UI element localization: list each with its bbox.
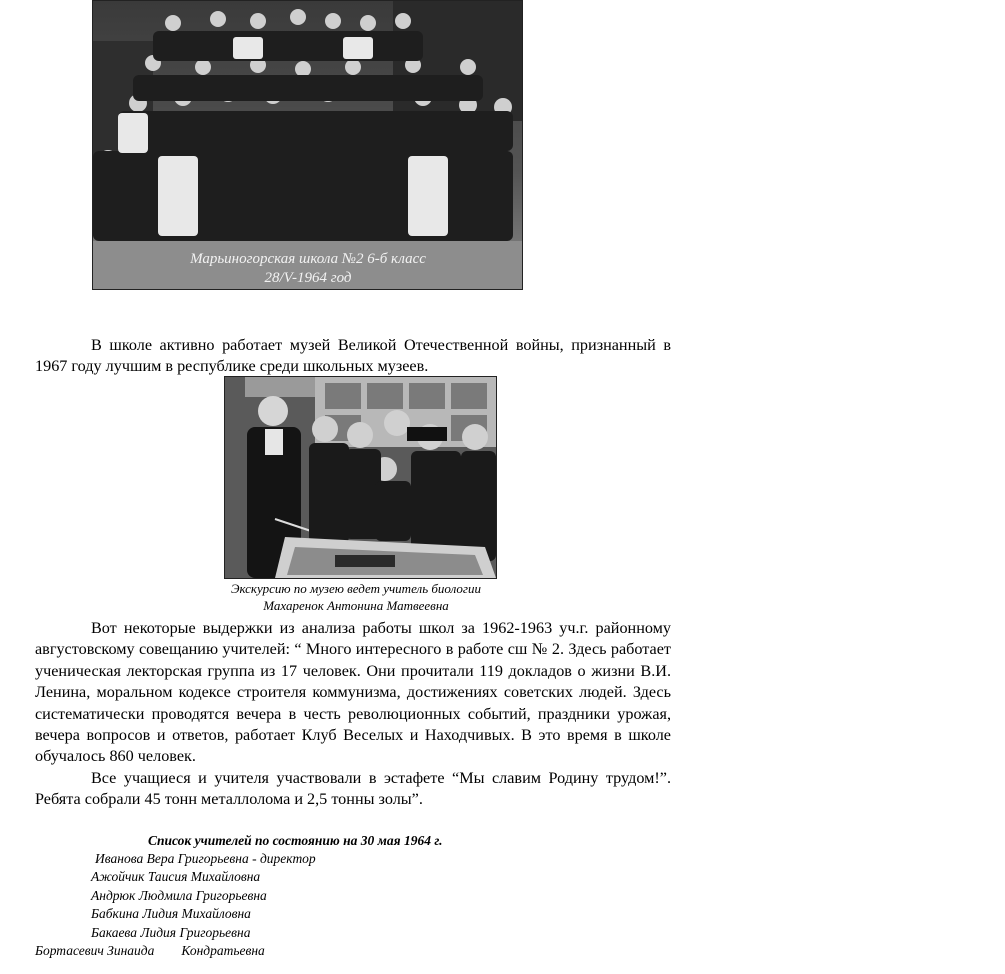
class-photo-inscription-line1: Марьиногорская школа №2 6-б класс: [190, 251, 426, 267]
teacher-list-item: Бабкина Лидия Михайловна: [91, 906, 251, 921]
museum-excursion-photo: [224, 376, 497, 579]
class-photo-image: [93, 1, 522, 289]
teacher-list-item: Иванова Вера Григорьевна - директор: [95, 851, 316, 866]
teacher-list-item: Ажойчик Таисия Михайловна: [91, 869, 261, 884]
museum-photo-caption: [150, 580, 562, 614]
class-group-photo: [92, 0, 523, 290]
teacher-list-item: Бакаева Лидия Григорьевна: [91, 925, 251, 940]
museum-paragraph: В школе активно работает музей Великой Отечественной войны, признанный в 1967 году лучшим в республике среди школьных музеев.: [35, 336, 671, 376]
class-photo-inscription-line2: 28/V-1964 год: [264, 270, 352, 286]
museum-paragraph-block: [35, 335, 671, 378]
caption-line-2: Махаренок Антонина Матвеевна: [263, 598, 449, 613]
teacher-list-item: Бортасевич Зинаида Кондратьевна: [35, 943, 265, 958]
teachers-list-title: Список учителей по состоянию на 30 мая 1964 г.: [148, 833, 443, 848]
analysis-paragraph-block: [35, 618, 671, 811]
museum-photo-image: [225, 377, 496, 578]
relay-paragraph: Все учащиеся и учителя участвовали в эстафете “Мы славим Родину трудом!”. Ребята собрали 45 тонн металлолома и 2,5 тонны золы”.: [35, 768, 671, 809]
caption-line-1: Экскурсию по музею ведет учитель биологии: [231, 581, 481, 596]
teacher-list-item: Андрюк Людмила Григорьевна: [91, 888, 267, 903]
analysis-paragraph: Вот некоторые выдержки из анализа работы школ за 1962-1963 уч.г. районному августовскому совещанию учителей: “ Много интересного в работе сш № 2. Здесь работает ученическая лекторская группа из 17 человек. Они прочитали 119 докладов о жизни В.И. Ленина, моральном кодексе строителя коммунизма, достижениях советских людей. Здесь систематически проводятся вечера в честь революционных событий, праздники урожая, вечера вопросов и ответов, работает Клуб Веселых и Находчивых. В это время в школе обучалось 860 человек.: [35, 619, 671, 766]
